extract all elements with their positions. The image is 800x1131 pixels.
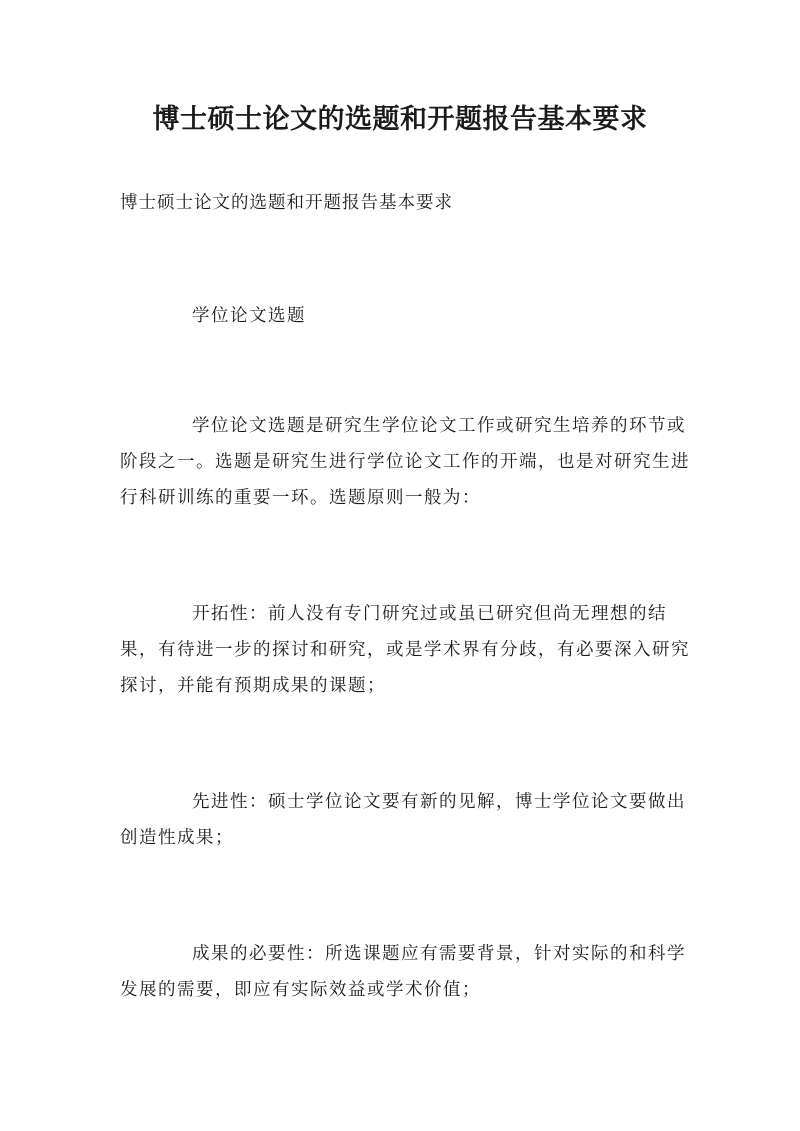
document-subtitle: 博士硕士论文的选题和开题报告基本要求 <box>120 193 453 213</box>
paragraph-advanced: 先进性：硕士学位论文要有新的见解，博士学位论文要做出创造性成果； <box>120 792 686 848</box>
paragraph-intro: 学位论文选题是研究生学位论文工作或研究生培养的环节或阶段之一。选题是研究生进行学位论文工作的开端，也是对研究生进行科研训练的重要一环。选题原则一般为： <box>120 416 690 508</box>
section-heading: 学位论文选题 <box>192 306 306 326</box>
paragraph-pioneering: 开拓性：前人没有专门研究过或虽已研究但尚无理想的结果，有待进一步的探讨和研究，或是学术界有分歧，有必要深入研究探讨，并能有预期成果的课题； <box>120 604 690 696</box>
document-title: 博士硕士论文的选题和开题报告基本要求 <box>152 104 648 135</box>
paragraph-necessity: 成果的必要性：所选课题应有需要背景，针对实际的和科学发展的需要，即应有实际效益或学术价值； <box>120 944 686 1000</box>
